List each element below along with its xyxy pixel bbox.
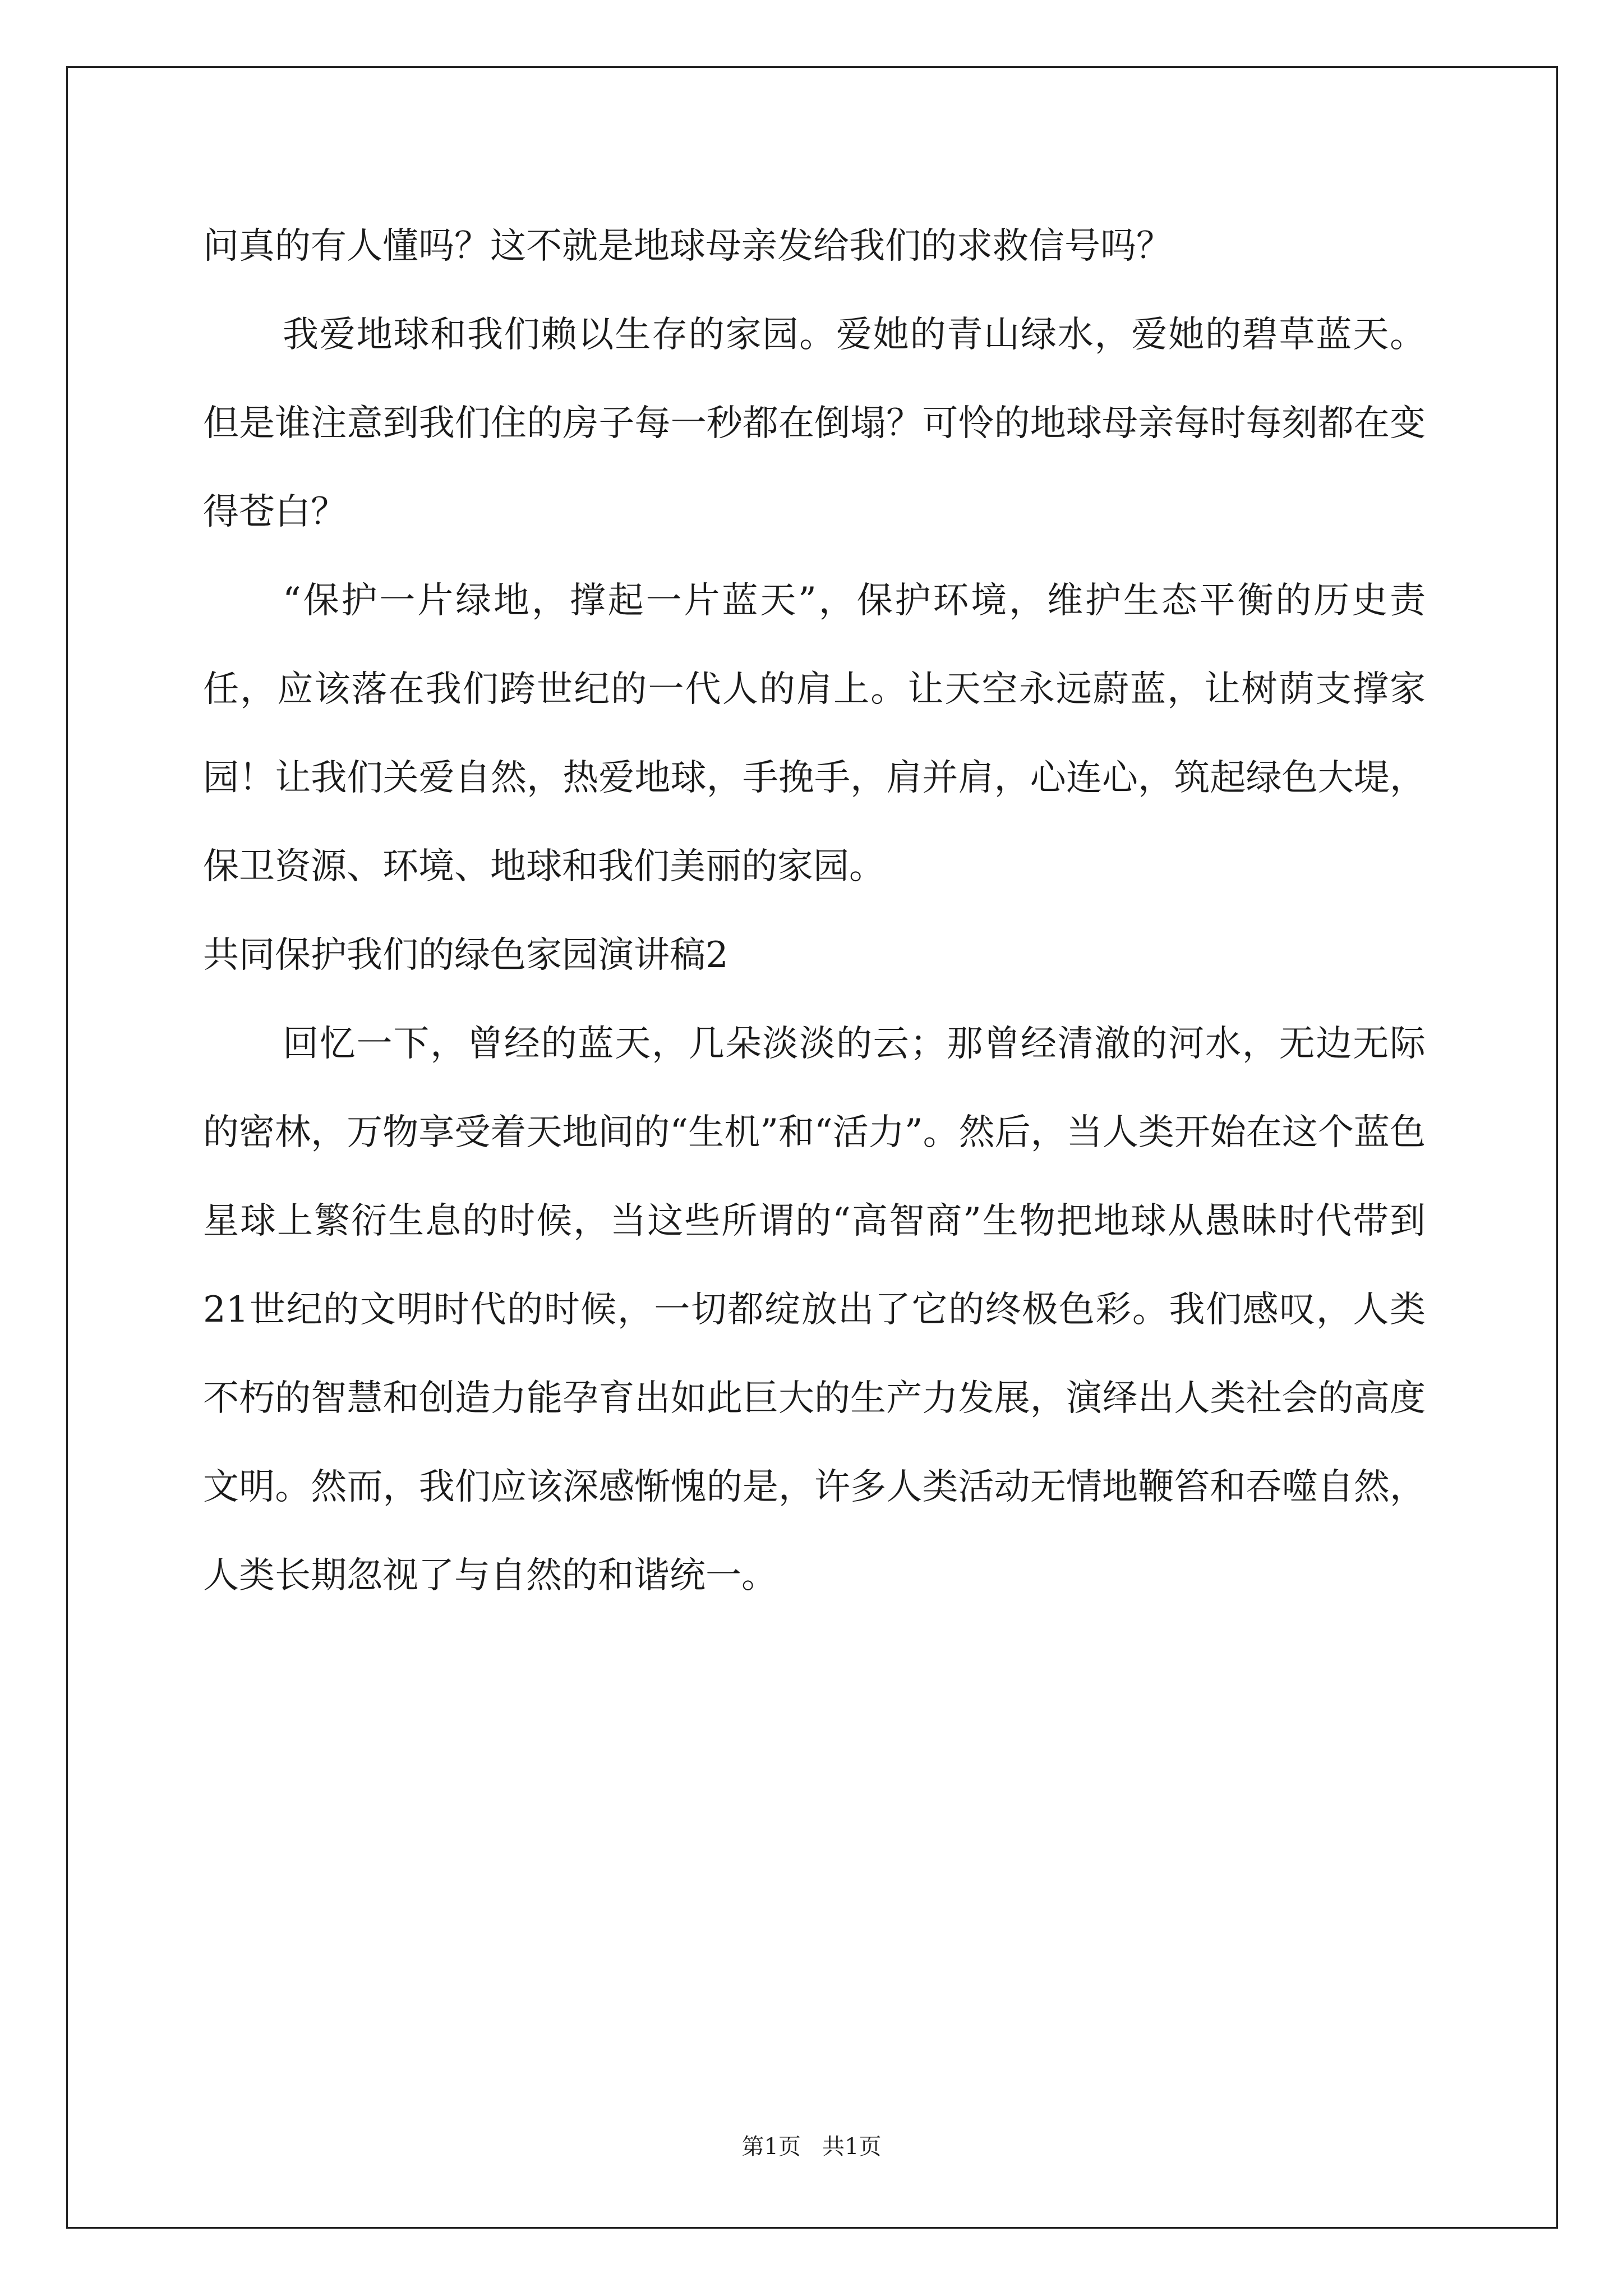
document-body (203, 202, 1426, 1620)
paragraph: 我爱地球和我们赖以生存的家园。爱她的青山绿水，爱她的碧草蓝天。但是谁注意到我们住的房子每一秒都在倒塌？可怜的地球母亲每时每刻都在变得苍白？ (203, 314, 1426, 533)
paragraph: 回忆一下，曾经的蓝天，几朵淡淡的云；那曾经清澈的河水，无边无际的密林，万物享受着天地间的“生机”和“活力”。然后，当人类开始在这个蓝色星球上繁衍生息的时候，当这些所谓的“高智商”生物把地球从愚昧时代带到21世纪的文明时代的时候，一切都绽放出了它的终极色彩。我们感叹，人类不朽的智慧和创造力能孕育出如此巨大的生产力发展，演绎出人类社会的高度文明。然而，我们应该深感惭愧的是，许多人类活动无情地鞭笞和吞噬自然，人类长期忽视了与自然的和谐统一。 (203, 1023, 1426, 1596)
paragraph-continuation: 问真的有人懂吗？这不就是地球母亲发给我们的求救信号吗？ (203, 226, 1172, 267)
paragraph: “保护一片绿地，撑起一片蓝天”，保护环境，维护生态平衡的历史责任，应该落在我们跨世纪的一代人的肩上。让天空永远蔚蓝，让树荫支撑家园！让我们关爱自然，热爱地球，手挽手，肩并肩，心连心，筑起绿色大堤，保卫资源、环境、地球和我们美丽的家园。 (203, 580, 1426, 887)
page-footer: 第1页 共1页 (741, 2134, 882, 2160)
section-title: 共同保护我们的绿色家园演讲稿2 (203, 935, 728, 976)
